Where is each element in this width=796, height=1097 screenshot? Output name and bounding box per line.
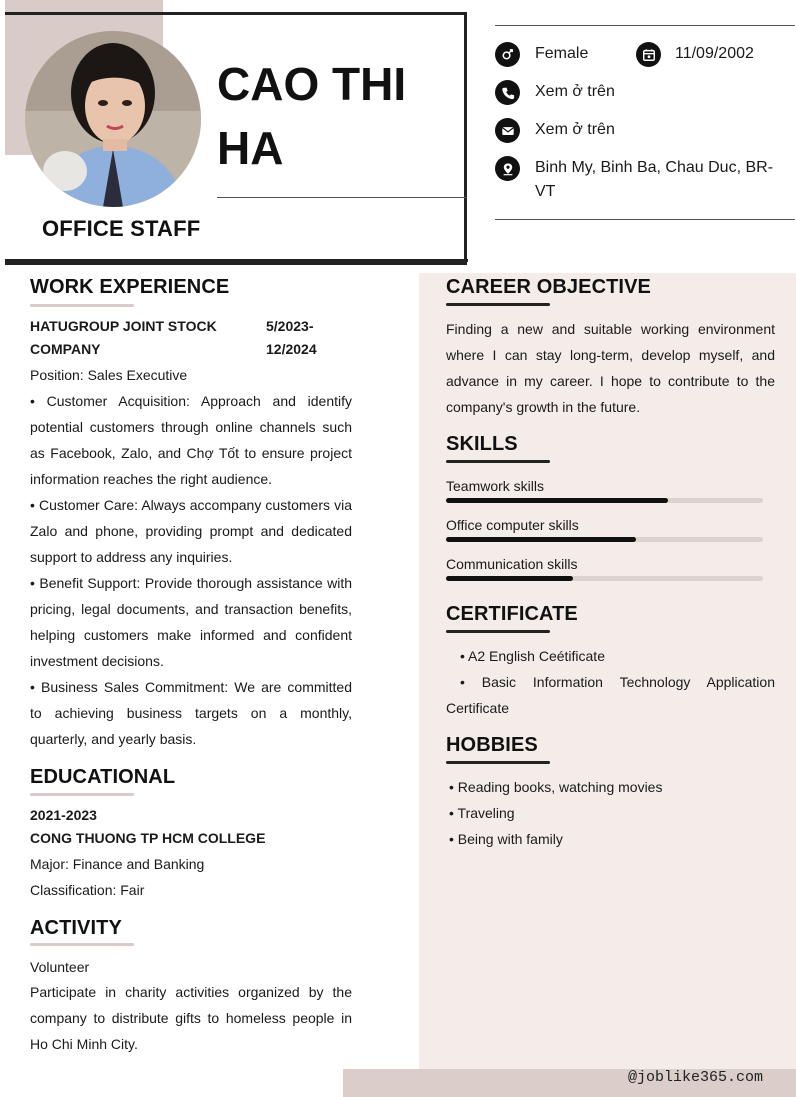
hobby-item: • Being with family [449, 831, 563, 847]
profile-photo [25, 31, 201, 207]
address-value: Binh My, Binh Ba, Chau Duc, BR-VT [535, 159, 774, 200]
phone-value: Xem ở trên [535, 83, 615, 100]
work-bullet: • Benefit Support: Provide thorough assistance with pricing, legal documents, and transaction benefits, helping customers make informed and confident investment decisions. [30, 575, 352, 669]
activity-description: Participate in charity activities organized by the company to distribute gifts to homeless people in Ho Chi Minh City. [30, 984, 352, 1052]
skill-bar-fill [446, 576, 573, 581]
work-company: HATUGROUP JOINT STOCK COMPANY [30, 318, 217, 357]
skills-underline [446, 460, 550, 463]
hobbies-title: HOBBIES [446, 734, 538, 756]
skill-label: Teamwork skills [446, 478, 545, 494]
skill-bar-track [446, 498, 763, 503]
calendar-icon [636, 42, 661, 67]
work-bullet: • Customer Acquisition: Approach and identify potential customers through online channels such as Facebook, Zalo, and Chợ Tốt to ensure project information reaches the right audience. [30, 393, 352, 487]
activity-role: Volunteer [30, 959, 90, 975]
work-bullet: • Customer Care: Always accompany customers via Zalo and phone, providing prompt and dedicated support to address any inquiries. [30, 497, 352, 565]
skills-title: SKILLS [446, 433, 518, 455]
work-experience-title: WORK EXPERIENCE [30, 276, 230, 298]
work-experience-underline [30, 304, 134, 307]
skill-bar-track [446, 576, 763, 581]
skill-label: Communication skills [446, 556, 578, 572]
certificate-title: CERTIFICATE [446, 603, 578, 625]
activity-underline [30, 943, 134, 946]
candidate-name: CAO THI HA [217, 58, 407, 174]
career-objective-underline [446, 303, 550, 306]
info-top-divider [495, 25, 795, 26]
birthdate-value: 11/09/2002 [675, 45, 754, 62]
certificate-item: • Basic Information Technology Application Certificate [446, 674, 775, 716]
hobby-item: • Traveling [449, 805, 515, 821]
work-period: 5/2023-12/2024 [266, 318, 317, 357]
info-bottom-divider [495, 219, 795, 220]
work-bullet: • Business Sales Commitment: We are committed to achieving business targets on a monthly, quarterly, and yearly basis. [30, 679, 352, 747]
phone-icon [495, 80, 520, 105]
education-underline [30, 793, 134, 796]
activity-title: ACTIVITY [30, 917, 122, 939]
job-title: OFFICE STAFF [42, 216, 201, 241]
footer-website: @joblike365.com [628, 1069, 764, 1086]
education-major: Major: Finance and Banking [30, 856, 205, 872]
work-bullet-list [30, 388, 352, 752]
skill-bar-track [446, 537, 763, 542]
skill-bar-fill [446, 498, 668, 503]
mail-icon [495, 118, 520, 143]
portrait-image [25, 31, 201, 207]
gender-value: Female [535, 45, 589, 62]
education-school: CONG THUONG TP HCM COLLEGE [30, 830, 266, 846]
email-value: Xem ở trên [535, 121, 615, 138]
certificate-item: • A2 English Ceétificate [460, 648, 605, 664]
name-divider [217, 197, 467, 198]
certificate-underline [446, 630, 550, 633]
skill-bar-fill [446, 537, 636, 542]
hobbies-underline [446, 761, 550, 764]
header-frame-bottom [5, 259, 468, 262]
career-objective-text: Finding a new and suitable working environment where I can stay long-term, develop myself, and advance in my career. I hope to contribute to the company's growth in the future. [446, 321, 775, 415]
education-title: EDUCATIONAL [30, 766, 176, 788]
location-icon [495, 156, 520, 181]
skill-label: Office computer skills [446, 517, 579, 533]
work-position: Position: Sales Executive [30, 367, 188, 383]
gender-icon [495, 42, 520, 67]
hobby-item: • Reading books, watching movies [449, 779, 663, 795]
career-objective-title: CAREER OBJECTIVE [446, 276, 651, 298]
education-period: 2021-2023 [30, 807, 97, 823]
education-classification: Classification: Fair [30, 882, 145, 898]
